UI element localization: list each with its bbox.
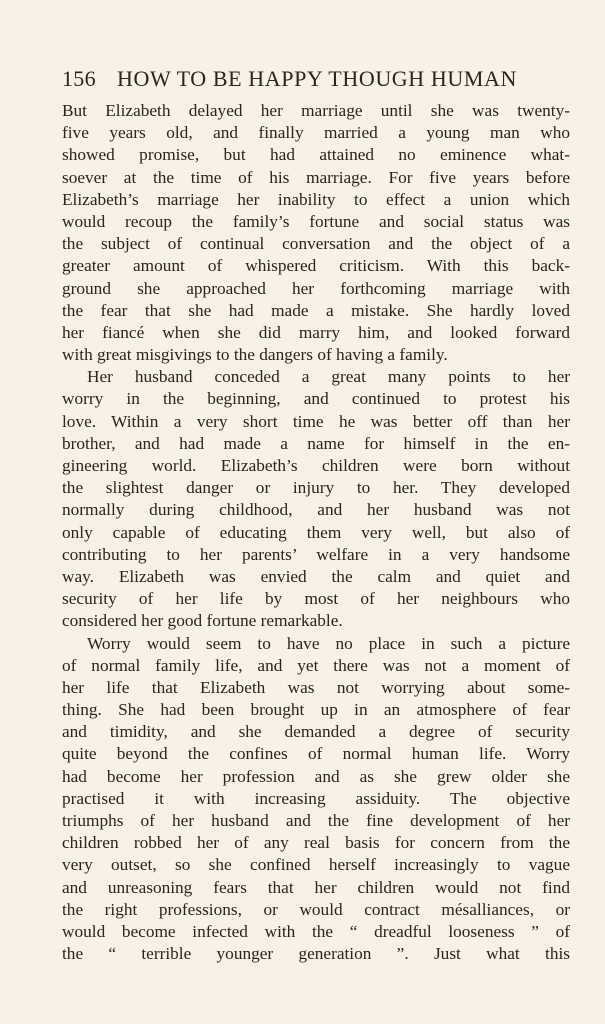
text-line: the subject of continual conversation and the object of a	[62, 234, 570, 254]
page-header	[62, 66, 572, 96]
text-line: considered her good fortune remarkable.	[62, 611, 343, 631]
running-head: HOW TO BE HAPPY THOUGH HUMAN	[117, 66, 517, 91]
text-line: had become her profession and as she grew older she	[62, 766, 570, 786]
text-line: and timidity, and she demanded a degree of security	[62, 722, 570, 742]
text-line: brother, and had made a name for himself in the en-	[62, 433, 570, 453]
text-line: Worry would seem to have no place in such a picture	[87, 633, 570, 653]
text-line: very outset, so she confined herself increasingly to vague	[62, 855, 570, 875]
text-line: triumphs of her husband and the fine development of her	[62, 811, 570, 830]
page-number: 156	[62, 66, 96, 91]
text-line: contributing to her parents’ welfare in a very handsome	[62, 544, 570, 564]
text-line: the slightest danger or injury to her. They developed	[62, 478, 570, 498]
text-line: way. Elizabeth was envied the calm and quiet and	[62, 566, 570, 586]
text-line: and unreasoning fears that her children would not find	[62, 877, 570, 897]
text-line: her life that Elizabeth was not worrying about some-	[62, 677, 570, 697]
text-line: ground she approached her forthcoming marriage with	[62, 278, 570, 298]
body-text	[62, 100, 570, 965]
text-line: only capable of educating them very well, but also of	[62, 522, 570, 542]
text-line: quite beyond the confines of normal human life. Worry	[62, 744, 570, 764]
text-line: showed promise, but had attained no eminence what-	[62, 145, 570, 165]
text-line: But Elizabeth delayed her marriage until she was twenty-	[62, 101, 570, 120]
text-line: greater amount of whispered criticism. With this back-	[62, 256, 570, 276]
text-line: her fiancé when she did marry him, and looked forward	[62, 322, 570, 342]
text-line: security of her life by most of her neighbours who	[62, 589, 570, 609]
text-line: love. Within a very short time he was better off than her	[62, 411, 570, 431]
text-line: the fear that she had made a mistake. She hardly loved	[62, 300, 570, 320]
text-line: soever at the time of his marriage. For five years before	[62, 167, 570, 187]
text-line: of normal family life, and yet there was not a moment of	[62, 655, 570, 675]
text-line: with great misgivings to the dangers of having a family.	[62, 345, 448, 365]
text-line: Her husband conceded a great many points to her	[87, 367, 570, 387]
text-line: would recoup the family’s fortune and social status was	[62, 211, 570, 231]
text-line: children robbed her of any real basis for concern from the	[62, 833, 570, 853]
text-line: the “ terrible younger generation ”. Just what this	[62, 944, 570, 964]
text-line: gineering world. Elizabeth’s children were born without	[62, 456, 570, 475]
text-line: would become infected with the “ dreadful looseness ” of	[62, 921, 570, 941]
text-line: thing. She had been brought up in an atmosphere of fear	[62, 700, 570, 720]
text-line: the right professions, or would contract mésalliances, or	[62, 899, 570, 919]
text-line: normally during childhood, and her husband was not	[62, 500, 570, 520]
text-line: worry in the beginning, and continued to protest his	[62, 389, 570, 409]
text-line: five years old, and finally married a young man who	[62, 123, 570, 143]
text-line: practised it with increasing assiduity. The objective	[62, 788, 570, 808]
text-line: Elizabeth’s marriage her inability to effect a union which	[62, 189, 570, 209]
